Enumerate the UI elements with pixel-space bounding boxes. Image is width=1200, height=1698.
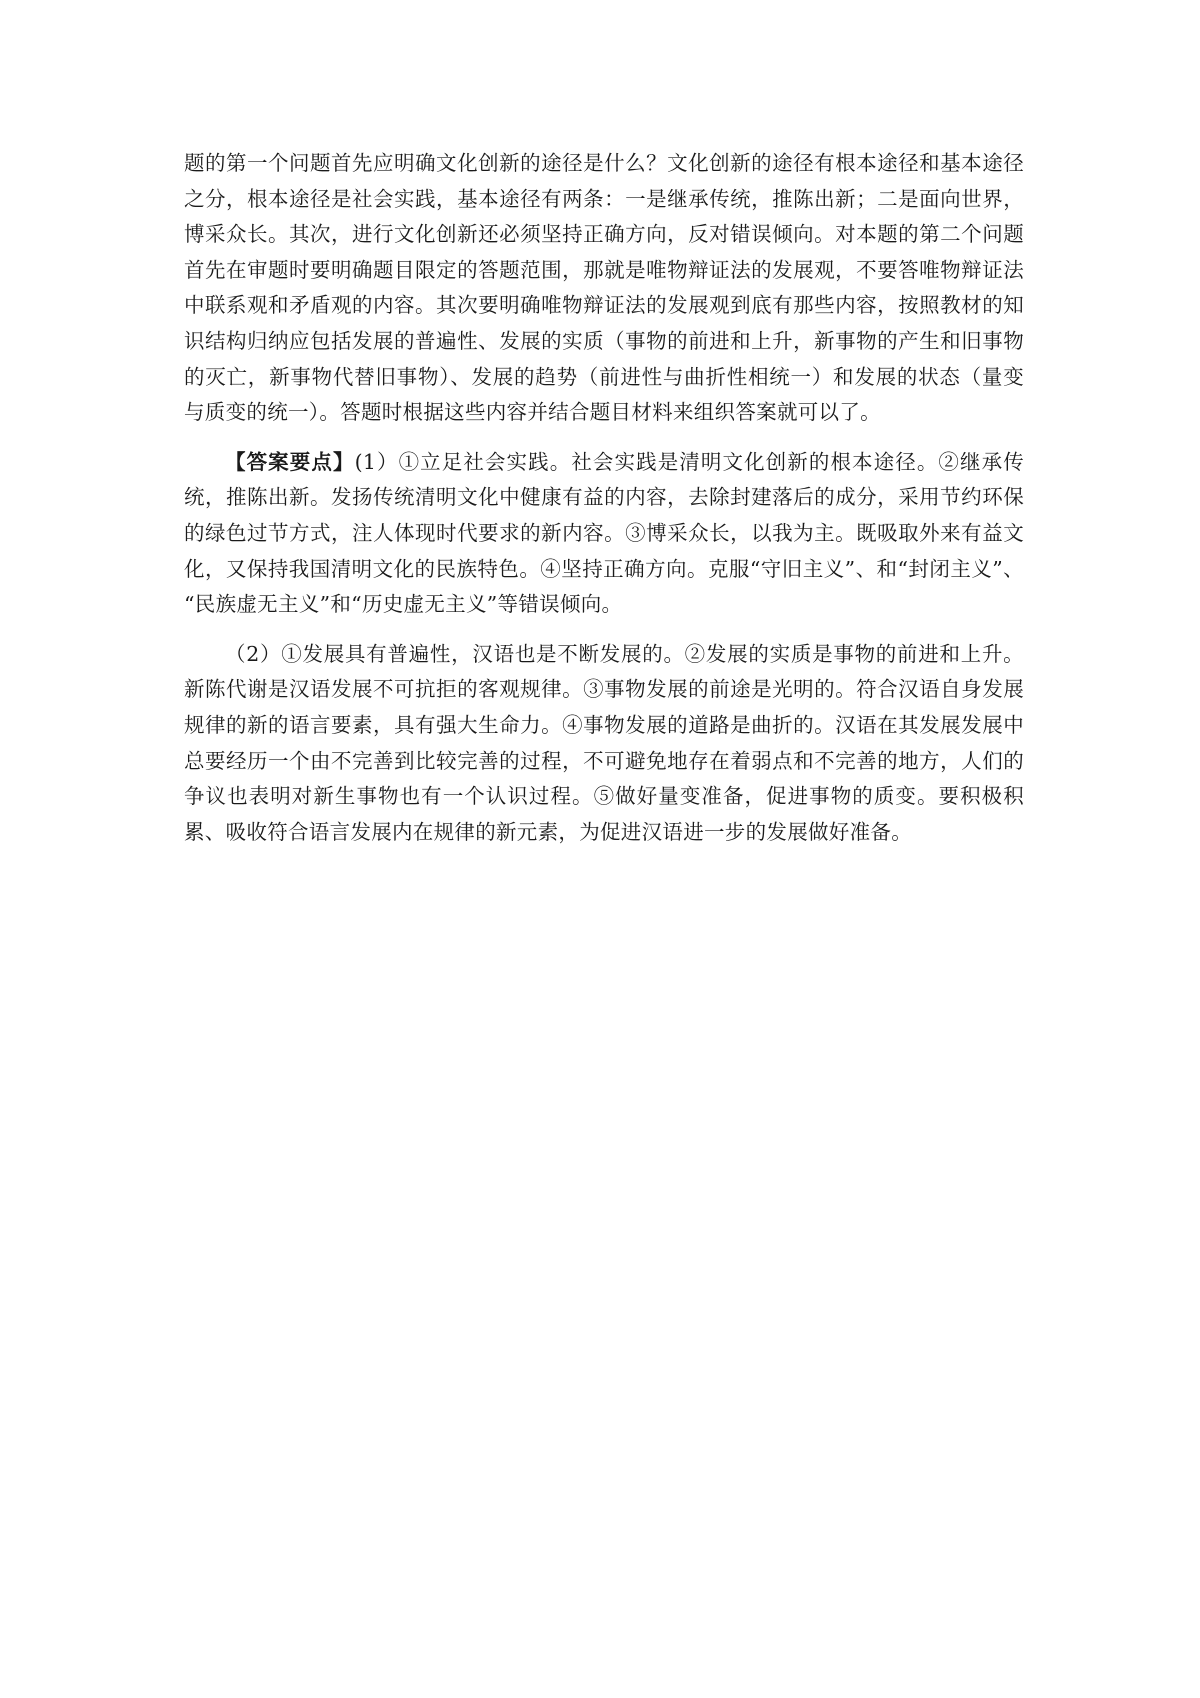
paragraph-spacer (184, 623, 1024, 637)
answer-part1-text: (1）①立足社会实践。社会实践是清明文化创新的根本途径。②继承传统，推陈出新。发扬传统清明文化中健康有益的内容，去除封建落后的成分，采用节约环保的绿色过节方式，注人体现时代要求的新内容。③博采众长，以我为主。既吸取外来有益文化，又保持我国清明文化的民族特色。④坚持正确方向。克服“守旧主义”、和“封闭主义”、 “民族虚无主义”和“历史虚无主义”等错误倾向。 (184, 449, 1024, 617)
document-body (184, 146, 1024, 850)
answer-key-label: 【答案要点】 (225, 449, 355, 474)
paragraph-spacer (184, 431, 1024, 445)
analysis-text: 题的第一个问题首先应明确文化创新的途径是什么？文化创新的途径有根本途径和基本途径之分，根本途径是社会实践，基本途径有两条：一是继承传统，推陈出新；二是面向世界，博采众长。其次，进行文化创新还必须坚持正确方向，反对错误倾向。对本题的第二个问题首先在审题时要明确题目限定的答题范围，那就是唯物辩证法的发展观，不要答唯物辩证法中联系观和矛盾观的内容。其次要明确唯物辩证法的发展观到底有那些内容，按照教材的知识结构归纳应包括发展的普遍性、发展的实质（事物的前进和上升，新事物的产生和旧事物的灭亡，新事物代替旧事物）、发展的趋势（前进性与曲折性相统一）和发展的状态（量变与质变的统一）。答题时根据这些内容并结合题目材料来组织答案就可以了。 (184, 151, 1024, 425)
answer-part1-paragraph (184, 445, 1024, 623)
answer-part2-paragraph (184, 637, 1024, 851)
answer-part2-text: （2）①发展具有普遍性，汉语也是不断发展的。②发展的实质是事物的前进和上升。新陈代谢是汉语发展不可抗拒的客观规律。③事物发展的前途是光明的。符合汉语自身发展规律的新的语言要素，具有强大生命力。④事物发展的道路是曲折的。汉语在其发展发展中总要经历一个由不完善到比较完善的过程，不可避免地存在着弱点和不完善的地方，人们的争议也表明对新生事物也有一个认识过程。⑤做好量变准备，促进事物的质变。要积极积累、吸收符合语言发展内在规律的新元素，为促进汉语进一步的发展做好准备。 (184, 641, 1024, 844)
analysis-paragraph (184, 146, 1024, 431)
